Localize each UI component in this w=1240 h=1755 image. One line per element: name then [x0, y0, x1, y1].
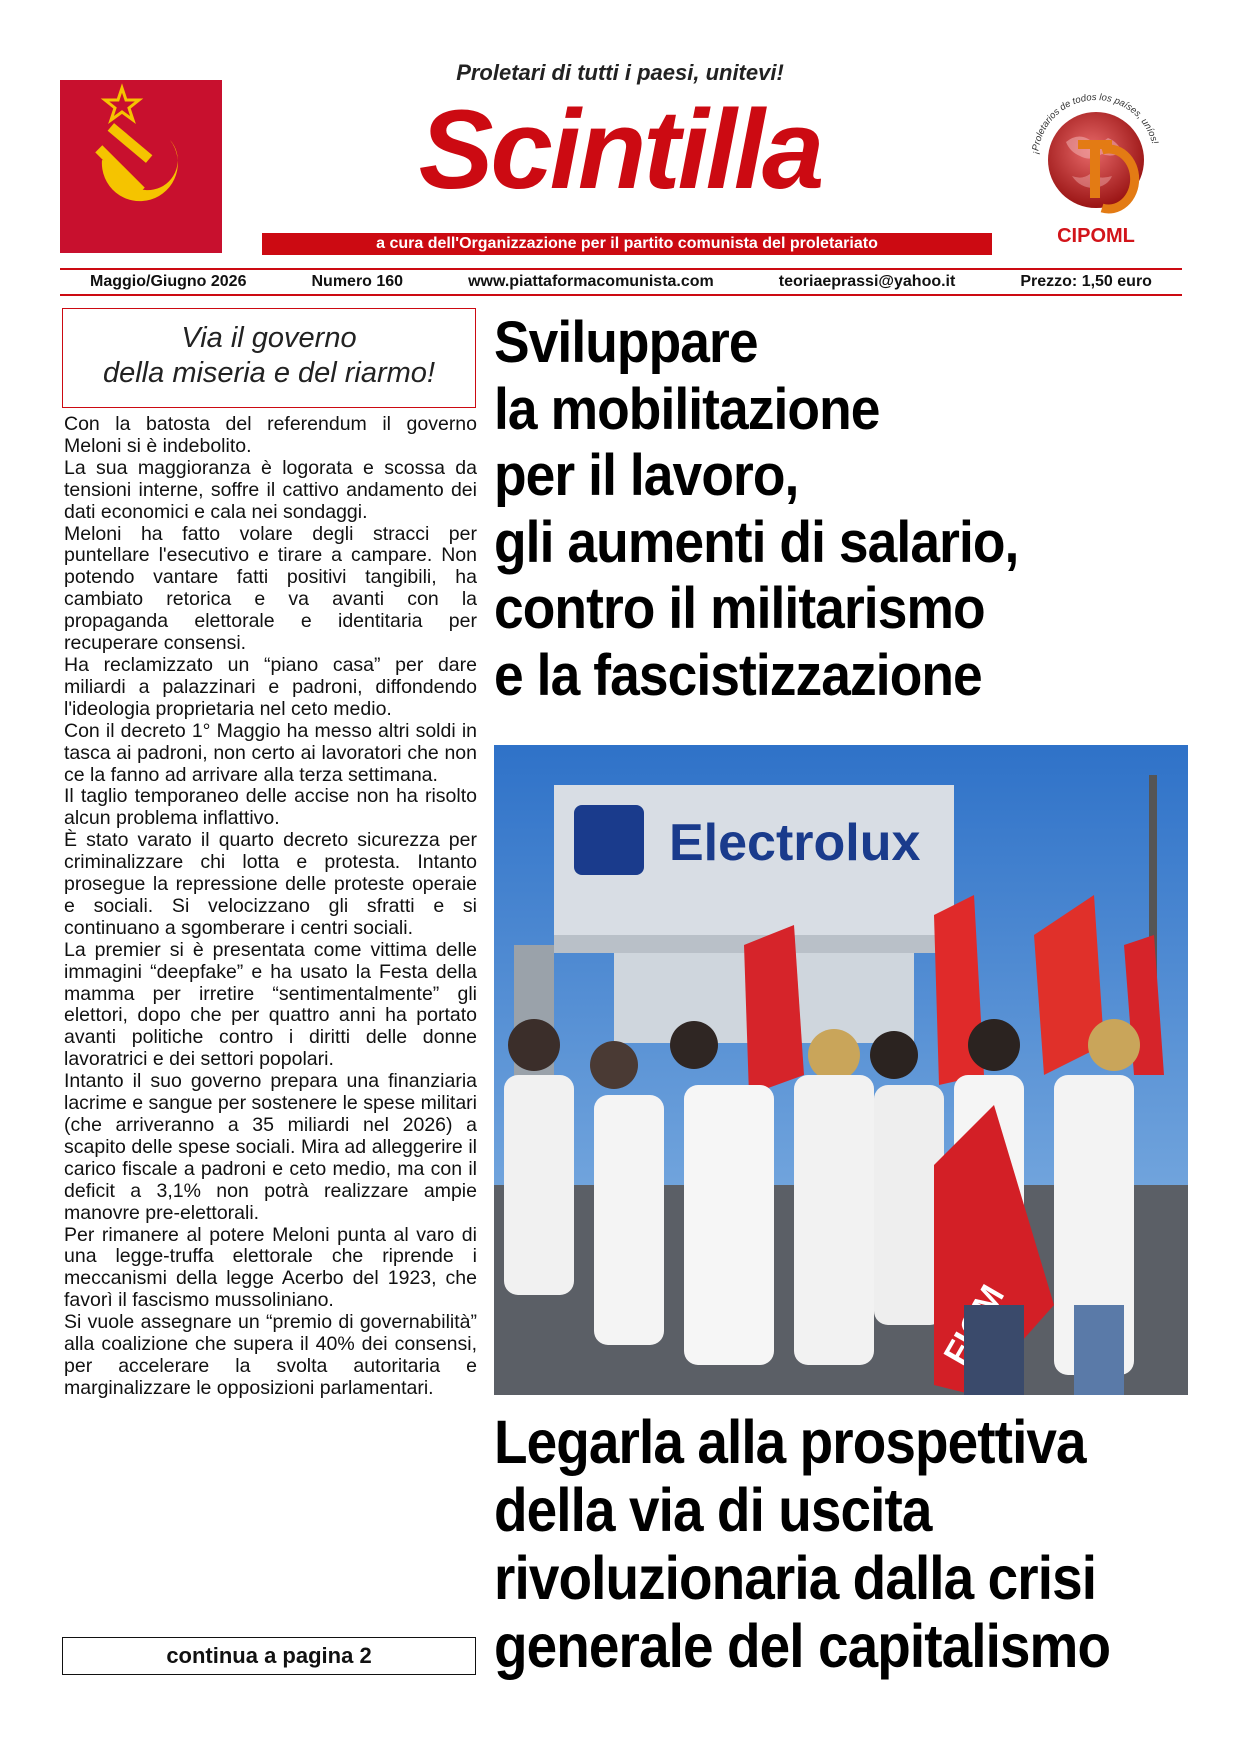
- info-bar: [60, 270, 1182, 294]
- article-paragraph: La sua maggioranza è logorata e scossa da tensioni interne, soffre il cattivo andamento dei dati economici e cala nei sondaggi.: [64, 456, 477, 523]
- issue-number: Numero 160: [311, 273, 404, 290]
- main-headline-line: gli aumenti di salario,: [494, 509, 1019, 575]
- main-headline-line: Sviluppare: [494, 310, 758, 375]
- editorial-title-line2: della miseria e del riarmo!: [102, 357, 435, 389]
- article-paragraph: Si vuole assegnare un “premio di governabilità” alla coalizione che supera il 40% dei consensi, per accelerare la svolta autoritaria e marginalizzare le opposizioni parlamentari.: [64, 1311, 477, 1399]
- website-link[interactable]: www.piattaformacomunista.com: [468, 273, 714, 290]
- editorial-article: [64, 414, 477, 1400]
- editorial-title-line1: Via il governo: [181, 322, 357, 354]
- main-headline-line: contro il militarismo: [494, 576, 985, 641]
- masthead-title: Scintilla: [418, 87, 822, 212]
- second-headline-line: Legarla alla prospettiva: [494, 1408, 1086, 1476]
- issue-date: Maggio/Giugno 2026: [90, 273, 247, 290]
- second-headline: [494, 1408, 1142, 1680]
- main-headline-line: e la fascistizzazione: [494, 642, 982, 708]
- article-paragraph: Meloni ha fatto volare degli stracci per puntellare l'esecutivo e tirare a campare. Non potendo vantare fatti positivi tangibili, ha cambiato retorica e va avanti con la propaganda elettorale e identitaria per recuperare consensi.: [64, 522, 477, 655]
- article-paragraph: Il taglio temporaneo delle accise non ha risolto alcun problema inflattivo.: [64, 785, 477, 830]
- email-link[interactable]: teoriaeprassi@yahoo.it: [778, 273, 956, 290]
- continue-page-link[interactable]: continua a pagina 2: [62, 1637, 476, 1675]
- article-paragraph: Con la batosta del referendum il governo Meloni si è indebolito.: [64, 413, 477, 457]
- editorial-title-box: [62, 308, 476, 408]
- main-headline: [494, 310, 1138, 709]
- article-paragraph: Per rimanere al potere Meloni punta al varo di una legge-truffa elettorale che riprende i meccanismi della legge Acerbo del 1923, che favorì il fascismo mussoliniano.: [64, 1223, 477, 1312]
- second-headline-line: generale del capitalismo: [494, 1612, 1111, 1680]
- article-paragraph: La premier si è presentata come vittima delle immagini “deepfake” e ha usato la Festa della mamma per irretire “sentimentalmente” gli elettori, dopo che per quattro anni ha portato avanti politiche contro i diritti delle donne lavoratrici e dei settori popolari.: [64, 938, 477, 1071]
- cipoml-logo: [1016, 80, 1176, 250]
- masthead-subtitle: a cura dell'Organizzazione per il partito comunista del proletariato: [262, 233, 992, 255]
- svg-text:¡Proletarios de todos los país: ¡Proletarios de todos los países, uníos!: [1030, 91, 1161, 155]
- protest-photo: [494, 745, 1188, 1395]
- motto: Proletari di tutti i paesi, unitevi!: [456, 60, 784, 85]
- cipoml-label: CIPOML: [1057, 225, 1135, 247]
- article-paragraph: È stato varato il quarto decreto sicurezza per criminalizzare chi lotta e protesta. Intanto prosegue la repressione delle proteste operaie e sociali. Si velocizzano gli sfratti e si continuano a sgomberare i centri sociali.: [64, 829, 477, 939]
- main-headline-line: per il lavoro,: [494, 443, 799, 508]
- second-headline-line: della via di uscita: [494, 1476, 932, 1544]
- main-headline-line: la mobilitazione: [494, 376, 880, 442]
- article-paragraph: Ha reclamizzato un “piano casa” per dare miliardi a palazzinari e padroni, diffondendo l'ideologia proprietaria nel ceto medio.: [64, 653, 477, 720]
- article-paragraph: Con il decreto 1° Maggio ha messo altri soldi in tasca ai padroni, non certo ai lavoratori che non ce la fanno ad arrivare alla terza settimana.: [64, 719, 477, 786]
- info-rule-bottom: [60, 294, 1182, 296]
- electrolux-sign: Electrolux: [669, 814, 921, 872]
- hammer-sickle-icon: [60, 80, 222, 253]
- globe-icon: [1016, 80, 1176, 250]
- second-headline-line: rivoluzionaria dalla crisi: [494, 1544, 1097, 1612]
- article-paragraph: Intanto il suo governo prepara una finanziaria lacrime e sangue per sostenere le spese militari (che arriveranno a 35 miliardi nel 2026) a scapito delle spese sociali. Mira ad alleggerire il carico fiscale a padroni e ceto medio, ma con il deficit a 3,1% non potrà realizzare ampie manovre pre-elettorali.: [64, 1070, 477, 1224]
- soviet-flag-logo: [60, 80, 222, 253]
- price: Prezzo: 1,50 euro: [1020, 273, 1152, 290]
